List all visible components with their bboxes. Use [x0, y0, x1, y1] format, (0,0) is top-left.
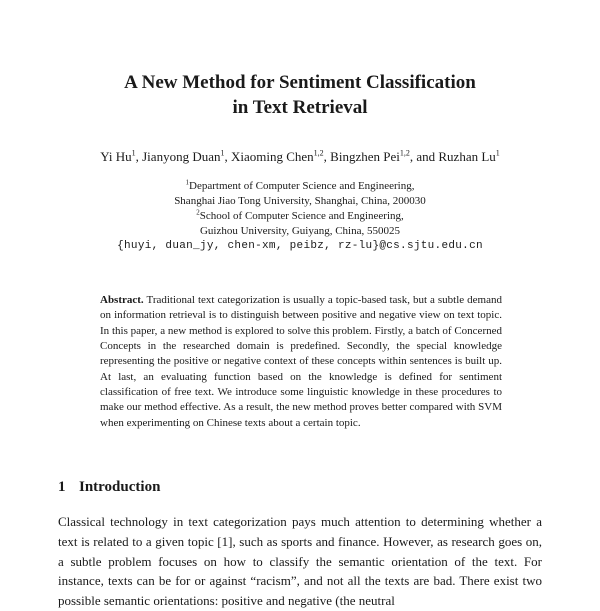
author-affiliation-mark: 1: [220, 148, 225, 158]
author-name: Yi Hu: [100, 149, 132, 164]
affiliation-1-line-2: Shanghai Jiao Tong University, Shanghai, China, 200030: [174, 195, 426, 207]
title-line-2: in Text Retrieval: [232, 97, 368, 118]
author-separator: ,: [224, 149, 231, 164]
affiliation-2-line-2: Guizhou University, Guiyang, China, 550025: [199, 225, 400, 237]
author-emails: {huyi, duan_jy, chen-xm, peibz, rz-lu}@cs.sjtu.edu.cn: [117, 240, 483, 252]
affiliation-1-mark: 1: [185, 178, 190, 187]
introduction-paragraph: Classical technology in text categorization pays much attention to determining whether a text is related to a given topic [1], such as sports and finance. However, as research goes on, a subtle problem focuses on how to classify the semantic orientation of the text. For instance, texts can be for or against “racism”, and not all the texts are bad. There exist two possible semantic orientations: positive and negative (the neutral: [58, 514, 542, 609]
author-affiliation-mark: 1,2: [313, 148, 324, 158]
section-heading: [58, 477, 160, 497]
author-separator: ,: [323, 149, 331, 164]
author-list: [0, 148, 600, 166]
author-affiliation-mark: 1,2: [399, 148, 410, 158]
author-name: Jianyong Duan: [142, 149, 221, 164]
author-name: Ruzhan Lu: [438, 149, 496, 164]
affiliation-2-dept: School of Computer Science and Engineering,: [199, 210, 404, 222]
paper-title: [0, 70, 600, 120]
author-separator: ,: [135, 149, 143, 164]
abstract-label: Abstract.: [100, 294, 144, 306]
author-separator: , and: [409, 149, 439, 164]
author-name: Bingzhen Pei: [330, 149, 400, 164]
author-affiliation-mark: 1: [131, 148, 136, 158]
section-number: 1: [58, 479, 66, 495]
title-line-1: A New Method for Sentiment Classification: [124, 72, 476, 93]
author-affiliation-mark: 1: [495, 148, 500, 158]
abstract-text: Traditional text categorization is usually a topic-based task, but a subtle demand on information retrieval is to distinguish between positive and negative view on text topic. In this paper, a new method is explored to solve this problem. Firstly, a batch of Concerned Concepts in the researched domain is predefined. Secondly, the special knowledge representing the positive or negative context of these concepts within sentences is built up. At last, an evaluating function based on the knowledge is defined for sentiment classification of free text. We introduce some linguistic knowledge in these procedures to make our method effective. As a result, the new method proves better compared with SVM when experimenting on Chinese texts about a certain topic.: [100, 294, 502, 429]
affiliation-1-line-1: [0, 179, 600, 194]
affiliations: [0, 179, 600, 254]
affiliation-2-mark: 2: [196, 208, 200, 217]
abstract: [100, 293, 502, 431]
author-name: Xiaoming Chen: [230, 149, 314, 164]
affiliation-2-line-1: [0, 209, 600, 224]
section-title: Introduction: [79, 479, 161, 495]
affiliation-1-dept: Department of Computer Science and Engineering,: [189, 180, 415, 192]
